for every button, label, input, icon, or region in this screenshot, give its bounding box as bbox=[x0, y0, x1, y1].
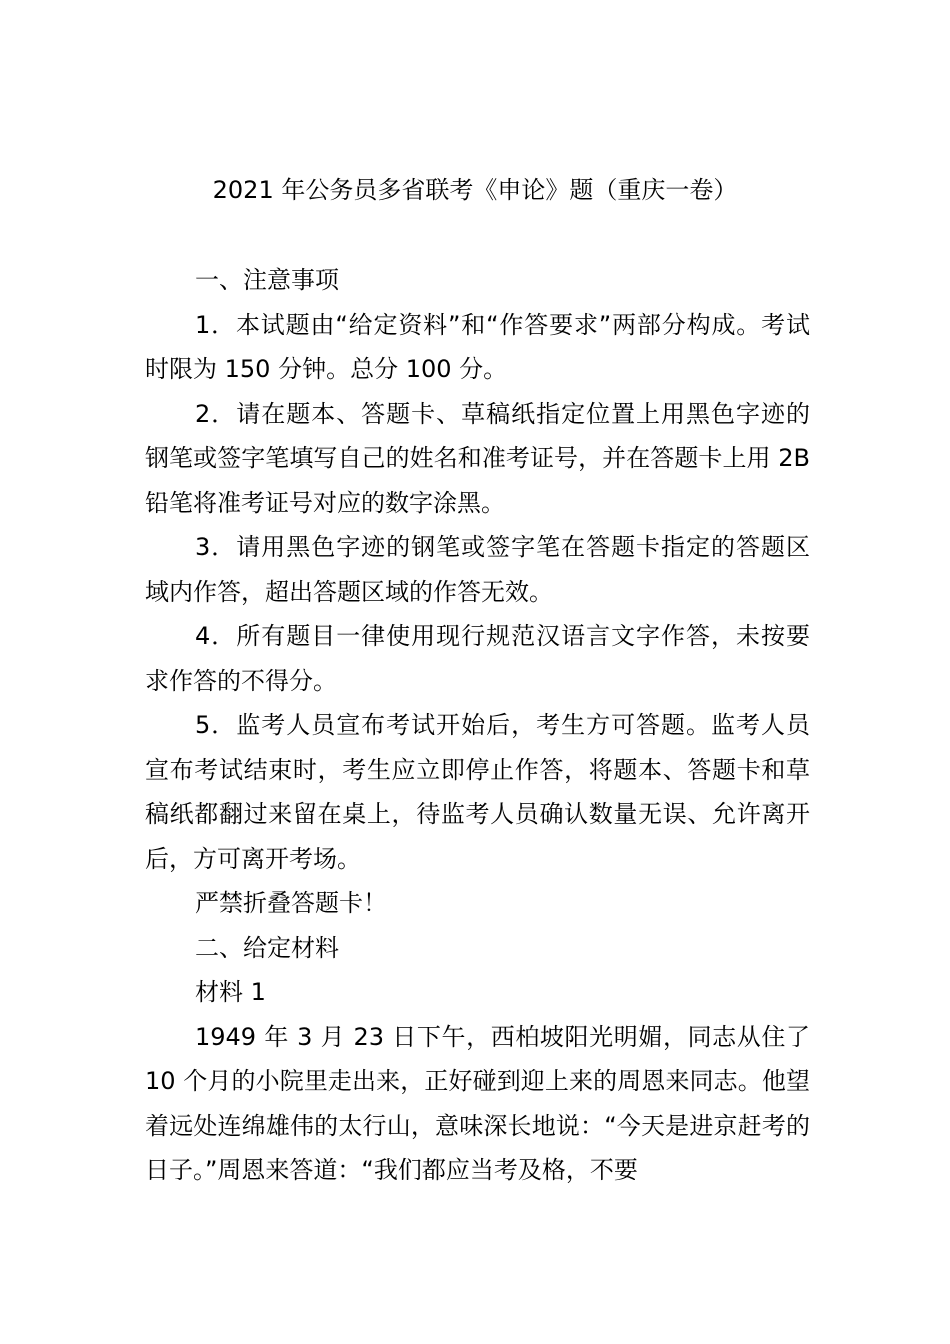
document-title: 2021 年公务员多省联考《申论》题（重庆一卷） bbox=[212, 176, 738, 204]
note-item-3: 3．请用黑色字迹的钢笔或签字笔在答题卡指定的答题区域内作答，超出答题区域的作答无效。 bbox=[145, 533, 810, 606]
warning-line: 严禁折叠答题卡！ bbox=[195, 889, 387, 917]
section-heading-materials: 二、给定材料 bbox=[195, 933, 339, 962]
material-label: 材料 1 bbox=[195, 978, 266, 1006]
note-item-2: 2．请在题本、答题卡、草稿纸指定位置上用黑色字迹的钢笔或签字笔填写自己的姓名和准考证号，并在答题卡上用 2B 铅笔将准考证号对应的数字涂黑。 bbox=[145, 399, 810, 517]
note-item-1: 1．本试题由“给定资料”和“作答要求”两部分构成。考试时限为 150 分钟。总分 100 分。 bbox=[145, 310, 810, 383]
section-heading-notes: 一、注意事项 bbox=[195, 266, 339, 294]
note-item-5: 5．监考人员宣布考试开始后，考生方可答题。监考人员宣布考试结束时，考生应立即停止作答，将题本、答题卡和草稿纸都翻过来留在桌上，待监考人员确认数量无误、允许离开后，方可离开考场。 bbox=[145, 711, 810, 873]
document-body bbox=[145, 258, 810, 1193]
material-paragraph: 1949 年 3 月 23 日下午，西柏坡阳光明媚，同志从住了 10 个月的小院里走出来，正好碰到迎上来的周恩来同志。他望着远处连绵雄伟的太行山，意味深长地说：“今天是进京赶考的日子。”周恩来答道：“我们都应当考及格，不要 bbox=[145, 1022, 810, 1184]
note-item-4: 4．所有题目一律使用现行规范汉语言文字作答，未按要求作答的不得分。 bbox=[145, 622, 810, 695]
